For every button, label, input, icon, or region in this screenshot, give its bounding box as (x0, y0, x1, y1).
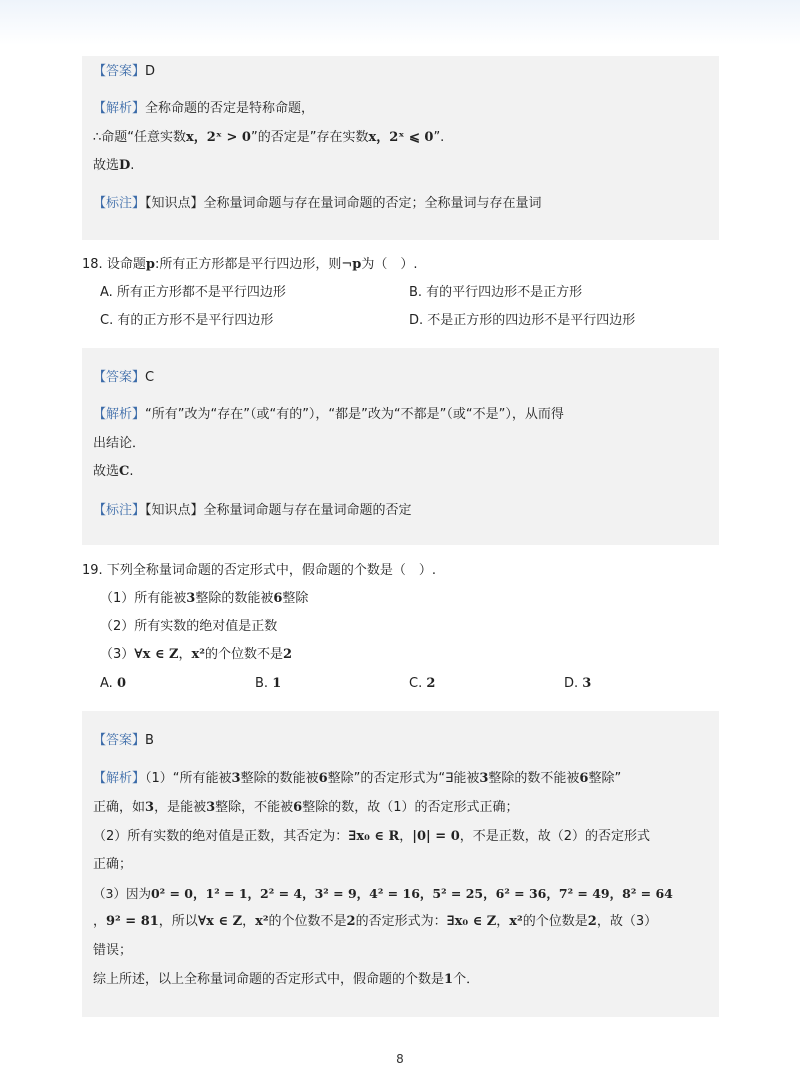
question-text: 设命题 (106, 257, 146, 272)
option-c: C. 有的正方形不是平行四边形 (100, 313, 274, 328)
answer-line (93, 63, 155, 81)
analysis-line-1 (93, 770, 621, 788)
analysis-line-3 (93, 828, 650, 846)
analysis-line-2 (93, 799, 518, 817)
option-b: B. 有的平行四边形不是正方形 (409, 285, 583, 300)
math-expression: 3 (206, 800, 216, 815)
conclusion-text: 故选 (93, 464, 120, 479)
math-expression: 6 (579, 771, 589, 786)
option-d (564, 675, 591, 693)
note-tag: 【标注】 (93, 196, 146, 211)
math-expression: ∃x₀ ∈ R (348, 829, 400, 844)
answer-value: D (145, 64, 156, 79)
analysis-tag: 【解析】 (93, 101, 146, 116)
analysis-text: 正确，如 (93, 800, 146, 815)
answer-box-19 (82, 711, 719, 1017)
math-expression: 6 (318, 771, 328, 786)
option-label: D. (564, 676, 579, 691)
answer-line (93, 732, 154, 750)
analysis-text: ， (496, 914, 510, 929)
page-number: 8 (396, 1052, 404, 1066)
analysis-text: 的否定形式为： (355, 914, 447, 929)
analysis-text: 整除的数不能被 (488, 771, 580, 786)
option-a (100, 675, 126, 693)
analysis-text: 整除”的否定形式为“∃能被 (327, 771, 480, 786)
math-expression: 6 (293, 800, 303, 815)
option-value: 1 (272, 676, 282, 691)
analysis-line-8 (93, 971, 479, 989)
answer-value: B (145, 733, 154, 748)
conclusion-text: 故选 (93, 158, 120, 173)
math-expression: 2 (346, 914, 356, 929)
math-expression: 1 (444, 972, 454, 987)
answer-box-17 (82, 56, 719, 240)
analysis-text: ∴命题“任意实数 (93, 130, 187, 145)
conclusion-line (93, 463, 134, 481)
analysis-text: ，不是正数，故（2）的否定形式 (459, 829, 651, 844)
analysis-line-1 (93, 406, 564, 424)
analysis-text: （3）因为 (93, 886, 151, 901)
question-number: 19. (82, 563, 103, 578)
option-b (255, 675, 281, 693)
item-text: （1）所有能被 (100, 591, 187, 606)
analysis-text: 整除的数能被 (240, 771, 319, 786)
answer-box-18 (82, 348, 719, 545)
math-expression: |0| = 0 (412, 829, 460, 844)
option-value: 2 (426, 676, 436, 691)
analysis-text: 整除的数，故（1）的否定形式正确； (302, 800, 519, 815)
analysis-text: ， (399, 829, 413, 844)
item-text: （3） (100, 647, 135, 662)
analysis-text: ”的否定是”存在实数 (250, 130, 369, 145)
analysis-text: 综上所述，以上全称量词命题的否定形式中，假命题的个数是 (93, 972, 445, 987)
note-tag: 【标注】 (93, 503, 146, 518)
analysis-text: ，故（3） (596, 914, 658, 929)
math-expression: 9² = 81 (106, 914, 159, 929)
analysis-text: 的个位数不是 (268, 914, 347, 929)
analysis-text: （2）所有实数的绝对值是正数，其否定为： (93, 829, 349, 844)
question-19-stem (82, 562, 436, 580)
analysis-text: （1）“所有能被 (145, 771, 232, 786)
math-variable: p (145, 257, 155, 272)
note-text: 【知识点】全称量词命题与存在量词命题的否定；全称量词与存在量词 (145, 196, 542, 211)
item-text: 整除 (282, 591, 309, 606)
answer-value: C (145, 370, 155, 385)
math-expression: 6 (273, 591, 283, 606)
item-text: 整除的数能被 (195, 591, 274, 606)
analysis-text: 的个位数是 (522, 914, 588, 929)
math-expression: 2 (587, 914, 597, 929)
math-variable: p (352, 257, 362, 272)
option-label: C. (409, 676, 423, 691)
analysis-line-2 (93, 129, 444, 147)
math-expression: 0² = 0，1² = 1，2² = 4，3² = 9，4² = 16，5² = 25，6² = 36，7² = 49，8² = 64 (150, 886, 673, 901)
analysis-text: 整除，不能被 (215, 800, 294, 815)
math-expression: x，2ˣ ⩽ 0 (368, 130, 434, 145)
option-c (409, 675, 435, 693)
item-text: 的个位数不是 (205, 647, 284, 662)
question-18-stem (82, 256, 417, 274)
math-expression: x² (191, 647, 205, 662)
option-value: 0 (116, 676, 126, 691)
option-label: A. (100, 676, 113, 691)
math-expression: 3 (186, 591, 196, 606)
question-19-item-3 (100, 646, 292, 664)
analysis-line-6 (93, 913, 657, 931)
question-text: 下列全称量词命题的否定形式中，假命题的个数是（ ）. (106, 563, 436, 578)
analysis-text: ， (93, 914, 107, 929)
analysis-text: ， (242, 914, 256, 929)
math-expression: x² (509, 914, 523, 929)
analysis-tag: 【解析】 (93, 407, 146, 422)
question-text: :所有正方形都是平行四边形，则¬ (154, 257, 353, 272)
conclusion-text: . (130, 158, 135, 173)
analysis-text: “所有”改为“存在”（或“有的”），“都是”改为“不都是”（或“不是”），从而得 (145, 407, 564, 422)
option-value: 3 (582, 676, 592, 691)
analysis-line-1 (93, 100, 314, 118)
option-label: B. (255, 676, 269, 691)
answer-tag: 【答案】 (93, 733, 146, 748)
math-expression: 3 (145, 800, 155, 815)
math-expression: ∀x ∈ Z (134, 647, 179, 662)
math-expression: 3 (479, 771, 489, 786)
item-text: ， (178, 647, 192, 662)
conclusion-line (93, 157, 134, 175)
note-text: 【知识点】全称量词命题与存在量词命题的否定 (145, 503, 412, 518)
question-19-item-1 (100, 590, 308, 608)
note-line (93, 195, 542, 213)
option-d: D. 不是正方形的四边形不是平行四边形 (409, 313, 636, 328)
answer-tag: 【答案】 (93, 370, 146, 385)
analysis-text: 个． (453, 972, 480, 987)
analysis-line-4: 正确； (93, 857, 133, 872)
answer-line (93, 369, 154, 387)
analysis-line-5 (93, 885, 673, 903)
math-expression: x，2ˣ > 0 (186, 130, 251, 145)
conclusion-value: D (119, 158, 131, 173)
conclusion-value: C (119, 464, 130, 479)
math-expression: 2 (283, 647, 293, 662)
note-line (93, 502, 412, 520)
question-number: 18. (82, 257, 103, 272)
analysis-tag: 【解析】 (93, 771, 146, 786)
analysis-line-2: 出结论． (93, 436, 146, 451)
question-text: 为（ ）. (361, 257, 418, 272)
analysis-text: 整除” (588, 771, 622, 786)
math-expression: ∀x ∈ Z (197, 914, 243, 929)
answer-tag: 【答案】 (93, 64, 146, 79)
option-a: A. 所有正方形都不是平行四边形 (100, 285, 286, 300)
question-19-item-2: （2）所有实数的绝对值是正数 (100, 619, 278, 634)
analysis-text: ”. (433, 130, 445, 145)
conclusion-text: . (129, 464, 134, 479)
analysis-text: ，所以 (158, 914, 198, 929)
analysis-line-7: 错误； (93, 943, 133, 958)
math-expression: x² (255, 914, 269, 929)
analysis-text: ，是能被 (154, 800, 207, 815)
analysis-text: 全称命题的否定是特称命题， (145, 101, 315, 116)
math-expression: ∃x₀ ∈ Z (446, 914, 497, 929)
math-expression: 3 (231, 771, 241, 786)
